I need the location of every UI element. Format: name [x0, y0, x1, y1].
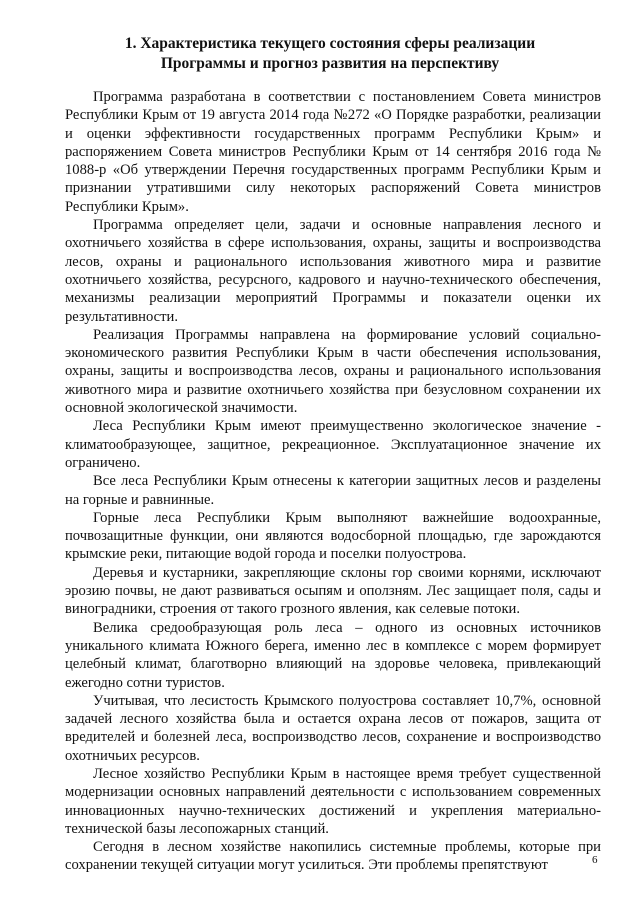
paragraph-forest-significance: Леса Республики Крым имеют преимущественно экологическое значение - климатообразующее, защитное, рекреационное. Эксплуатационное значение их ограничено. — [65, 418, 601, 471]
paragraph-program-goals: Программа определяет цели, задачи и основные направления лесного и охотничьего хозяйства в сфере использования, охраны, защиты и воспроизводства лесов, охраны и рационального использования животного мира и развитие охотничьего хозяйства, ресурсного, кадрового и научно-технического обеспечения, механизмы реализации мероприятий Программы и показатели оценки их результативности. — [65, 217, 601, 325]
paragraph-modernization: Лесное хозяйство Республики Крым в настоящее время требует существенной модернизации основных направлений деятельности с использованием современных инновационных научно-технических достижений и укрепления материально-технической базы лесопожарных станций. — [65, 765, 601, 837]
page-number: 6 — [592, 854, 598, 866]
section-heading — [60, 34, 600, 74]
paragraph-forest-cover: Учитывая, что лесистость Крымского полуострова составляет 10,7%, основной задачей лесного хозяйства была и остается охрана лесов от пожаров, защита от вредителей и болезней леса, воспроизводство лесов, сохранение и воспроизводство охотничьих ресурсов. — [65, 692, 601, 764]
paragraph-forest-categories: Все леса Республики Крым отнесены к категории защитных лесов и разделены на горные и равнинные. — [65, 473, 601, 508]
paragraph-climate-role: Велика средообразующая роль леса – одного из основных источников уникального климата Южного берега, именно лес в комплексе с морем формирует целебный климат, благотворно влияющий на здоровье человека, привлекающий ежегодно сотни туристов. — [65, 619, 601, 691]
section-heading-line-2: Программы и прогноз развития на перспективу — [160, 55, 500, 72]
paragraph-program-implementation: Реализация Программы направлена на формирование условий социально-экономического развития Республики Крым в части обеспечения использования, охраны, защиты и воспроизводства лесов, охраны и рационального использования животного мира и развитие охотничьего хозяйства при безусловном сохранении их основной экологической значимости. — [65, 326, 601, 417]
document-body — [65, 88, 601, 875]
paragraph-trees-and-shrubs: Деревья и кустарники, закрепляющие склоны гор своими корнями, исключают эрозию почвы, не дают развиваться осыпям и оползням. Лес защищает поля, сады и виноградники, строения от такого грозного явления, как селевые потоки. — [65, 564, 601, 618]
paragraph-system-problems: Сегодня в лесном хозяйстве накопились системные проблемы, которые при сохранении текущей ситуации могут усилиться. Эти проблемы препятствуют — [65, 839, 601, 874]
paragraph-mountain-forests: Горные леса Республики Крым выполняют важнейшие водоохранные, почвозащитные функции, они являются водосборной площадью, где зарождаются крымские реки, питающие водой города и поселки полуострова. — [65, 509, 601, 563]
section-heading-line-1: 1. Характеристика текущего состояния сферы реализации — [124, 35, 536, 52]
paragraph-program-basis: Программа разработана в соответствии с постановлением Совета министров Республики Крым от 19 августа 2014 года №272 «О Порядке разработки, реализации и оценки эффективности государственных программ Республики Крым» и распоряжением Совета министров Республики Крым от 14 сентября 2016 года № 1088-р «Об утверждении Перечня государственных программ Республики Крым и признании утратившими силу некоторых распоряжений Совета министров Республики Крым». — [65, 89, 601, 215]
